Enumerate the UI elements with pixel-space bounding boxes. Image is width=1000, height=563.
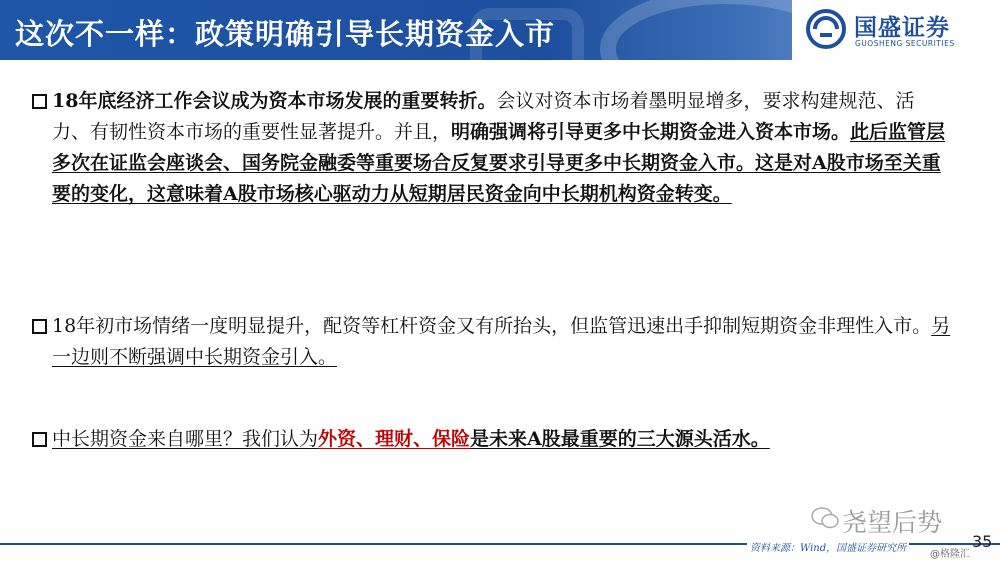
bullet-1-lead: 18年底经济工作会议成为资本市场发展的重要转折。 <box>52 90 497 112</box>
bullet-paragraph-2 <box>52 311 952 373</box>
bullet-paragraph-3 <box>52 424 952 455</box>
guosheng-logo-icon <box>806 9 846 49</box>
slide-title: 这次不一样：政策明确引导长期资金入市 <box>15 17 556 51</box>
bullet-square-icon <box>32 319 47 334</box>
bullet-3-text: 中长期资金来自哪里？我们认为 <box>52 428 319 450</box>
bullet-3-text-end: 是未来A股最重要的三大源头活水。 <box>470 428 770 450</box>
bullet-3-highlight: 外资、理财、保险 <box>318 428 471 450</box>
bullet-2-text: 18年初市场情绪一度明显提升，配资等杠杆资金又有所抬头，但监管迅速出手抑制短期资金非理性入市。 <box>52 315 932 337</box>
bullet-square-icon <box>32 432 47 447</box>
wechat-watermark-icon <box>810 506 840 530</box>
source-note: 资料来源：Wind，国盛证券研究所 <box>747 539 909 554</box>
bullet-1-text: 会议对资本市场着墨明显增多，要求构建规范、活力、有韧性资本市场的重要性显著提升。并且， <box>52 90 915 143</box>
logo <box>792 0 1000 60</box>
logo-subtitle: GUOSHENG SECURITIES <box>855 39 955 48</box>
bullet-square-icon <box>32 94 47 109</box>
page-number: 35 <box>972 532 993 551</box>
logo-name: 国盛证券 <box>854 15 950 41</box>
bullet-2-underlined: 另一边则不断强调中长期资金引入。 <box>52 315 951 368</box>
bullet-1-underlined: 此后监管层多次在证监会座谈会、国务院金融委等重要场合反复要求引导更多中长期资金入市。这是对A股市场至关重要的变化，这意味着A股市场核心驱动力从短期居民资金向中长期机构资金转变。 <box>52 121 946 205</box>
bullet-1-emphasis: 明确强调将引导更多中长期资金进入资本市场。 <box>451 121 851 143</box>
credit-watermark: @格隆汇 <box>930 549 970 560</box>
header-bar <box>0 0 1000 60</box>
bullet-paragraph-1 <box>52 86 952 210</box>
watermark-text: 尧望后势 <box>842 508 943 537</box>
